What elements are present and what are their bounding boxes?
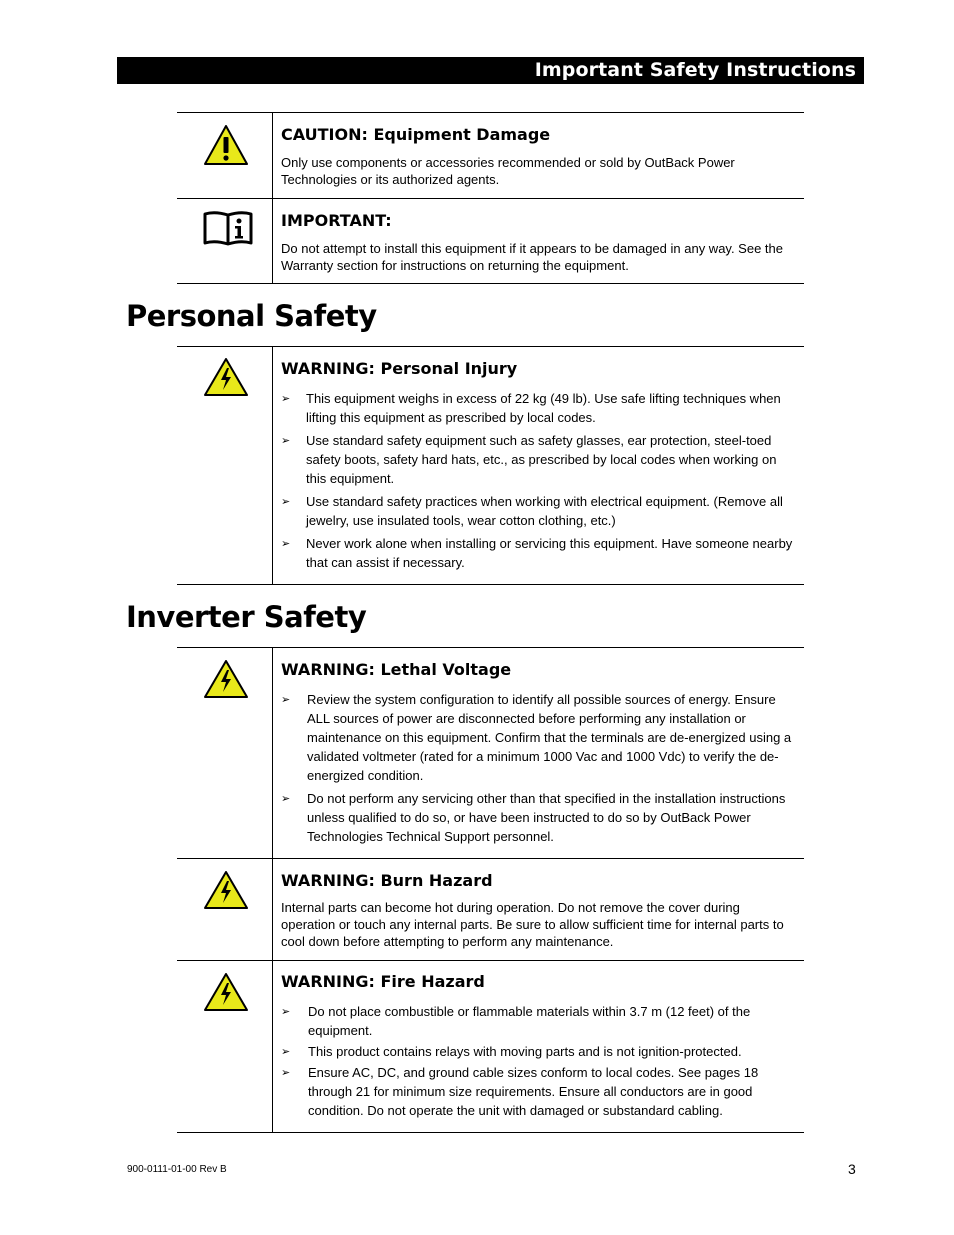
list-item: ➢ This equipment weighs in excess of 22 kg (49 lb). Use safe lifting techniques when lifting this equipment as prescribed by local codes. bbox=[281, 391, 781, 425]
caution-text: Only use components or accessories recommended or sold by OutBack Power Technologies or its authorized agents. bbox=[281, 155, 735, 187]
inverter-safety-box bbox=[177, 647, 804, 1133]
important-row bbox=[177, 199, 804, 284]
bullet-arrow-icon: ➢ bbox=[281, 537, 291, 550]
fire-hazard-title: WARNING: Fire Hazard bbox=[281, 972, 485, 991]
caution-icon bbox=[202, 123, 250, 167]
bullet-arrow-icon: ➢ bbox=[281, 495, 291, 508]
fire-hazard-row bbox=[177, 961, 804, 1133]
caution-title: CAUTION: Equipment Damage bbox=[281, 125, 551, 144]
high-voltage-icon bbox=[202, 971, 250, 1013]
high-voltage-icon bbox=[202, 869, 250, 911]
personal-injury-title: WARNING: Personal Injury bbox=[281, 359, 518, 378]
bullet-arrow-icon: ➢ bbox=[281, 1045, 291, 1058]
bullet-arrow-icon: ➢ bbox=[281, 434, 291, 447]
caution-equipment-damage-row bbox=[177, 112, 804, 199]
footer-doc-number: 900-0111-01-00 Rev B bbox=[127, 1164, 227, 1175]
list-item: ➢ Review the system configuration to identify all possible sources of energy. Ensure ALL sources of power are disconnected before performing any installation or maintenance on this equipment. Confirm that the terminals are de-energized using a validated voltmeter (rated for a minimum 1000 Vac and 1000 Vdc) to verify the de-energized condition. bbox=[281, 692, 792, 783]
inverter-safety-heading: Inverter Safety bbox=[126, 600, 367, 634]
personal-safety-box bbox=[177, 346, 804, 585]
important-text: Do not attempt to install this equipment if it appears to be damaged in any way. See the Warranty section for instructions on returning the equipment. bbox=[281, 241, 783, 273]
bullet-arrow-icon: ➢ bbox=[281, 693, 291, 706]
list-item: ➢ Use standard safety equipment such as safety glasses, ear protection, steel-toed safety boots, safety hard hats, etc., as prescribed by local codes when working on this equipment. bbox=[281, 433, 777, 486]
personal-injury-row bbox=[177, 346, 804, 585]
list-item: ➢ Do not perform any servicing other than that specified in the installation instructions unless qualified to do so, or have been instructed to do so by OutBack Power Technologies Technical Support personnel. bbox=[281, 791, 786, 844]
bullet-arrow-icon: ➢ bbox=[281, 792, 291, 805]
top-notices-box bbox=[177, 112, 804, 284]
list-item: ➢ Do not place combustible or flammable materials within 3.7 m (12 feet) of the equipment. bbox=[281, 1004, 751, 1038]
important-title: IMPORTANT: bbox=[281, 211, 392, 230]
personal-injury-list bbox=[281, 389, 794, 572]
lethal-voltage-list bbox=[281, 690, 794, 846]
fire-hazard-list bbox=[281, 1002, 794, 1120]
burn-hazard-row bbox=[177, 859, 804, 961]
footer-page-number: 3 bbox=[848, 1161, 856, 1177]
list-item: ➢ Ensure AC, DC, and ground cable sizes conform to local codes. See pages 18 through 21 for minimum size requirements. Ensure all conductors are in good condition. Do not operate the unit with damaged or substandard cabling. bbox=[281, 1065, 759, 1118]
high-voltage-icon bbox=[202, 356, 250, 398]
manual-info-icon bbox=[202, 210, 254, 246]
page-header-title: Important Safety Instructions bbox=[534, 59, 856, 81]
lethal-voltage-row bbox=[177, 647, 804, 859]
personal-safety-heading: Personal Safety bbox=[126, 299, 377, 333]
burn-hazard-text: Internal parts can become hot during operation. Do not remove the cover during operation or touch any internal parts. Be sure to allow sufficient time for internal parts to cool down before attempting to perform any maintenance. bbox=[281, 900, 784, 949]
list-item: ➢ This product contains relays with moving parts and is not ignition-protected. bbox=[281, 1044, 742, 1059]
lethal-voltage-title: WARNING: Lethal Voltage bbox=[281, 660, 512, 679]
bullet-arrow-icon: ➢ bbox=[281, 1066, 291, 1079]
list-item: ➢ Use standard safety practices when working with electrical equipment. (Remove all jewelry, use insulated tools, wear cotton clothing, etc.) bbox=[281, 494, 783, 528]
high-voltage-icon bbox=[202, 658, 250, 700]
list-item: ➢ Never work alone when installing or servicing this equipment. Have someone nearby that can assist if necessary. bbox=[281, 536, 793, 570]
bullet-arrow-icon: ➢ bbox=[281, 1005, 291, 1018]
burn-hazard-title: WARNING: Burn Hazard bbox=[281, 871, 493, 890]
bullet-arrow-icon: ➢ bbox=[281, 392, 291, 405]
page-header-bar bbox=[117, 57, 864, 84]
